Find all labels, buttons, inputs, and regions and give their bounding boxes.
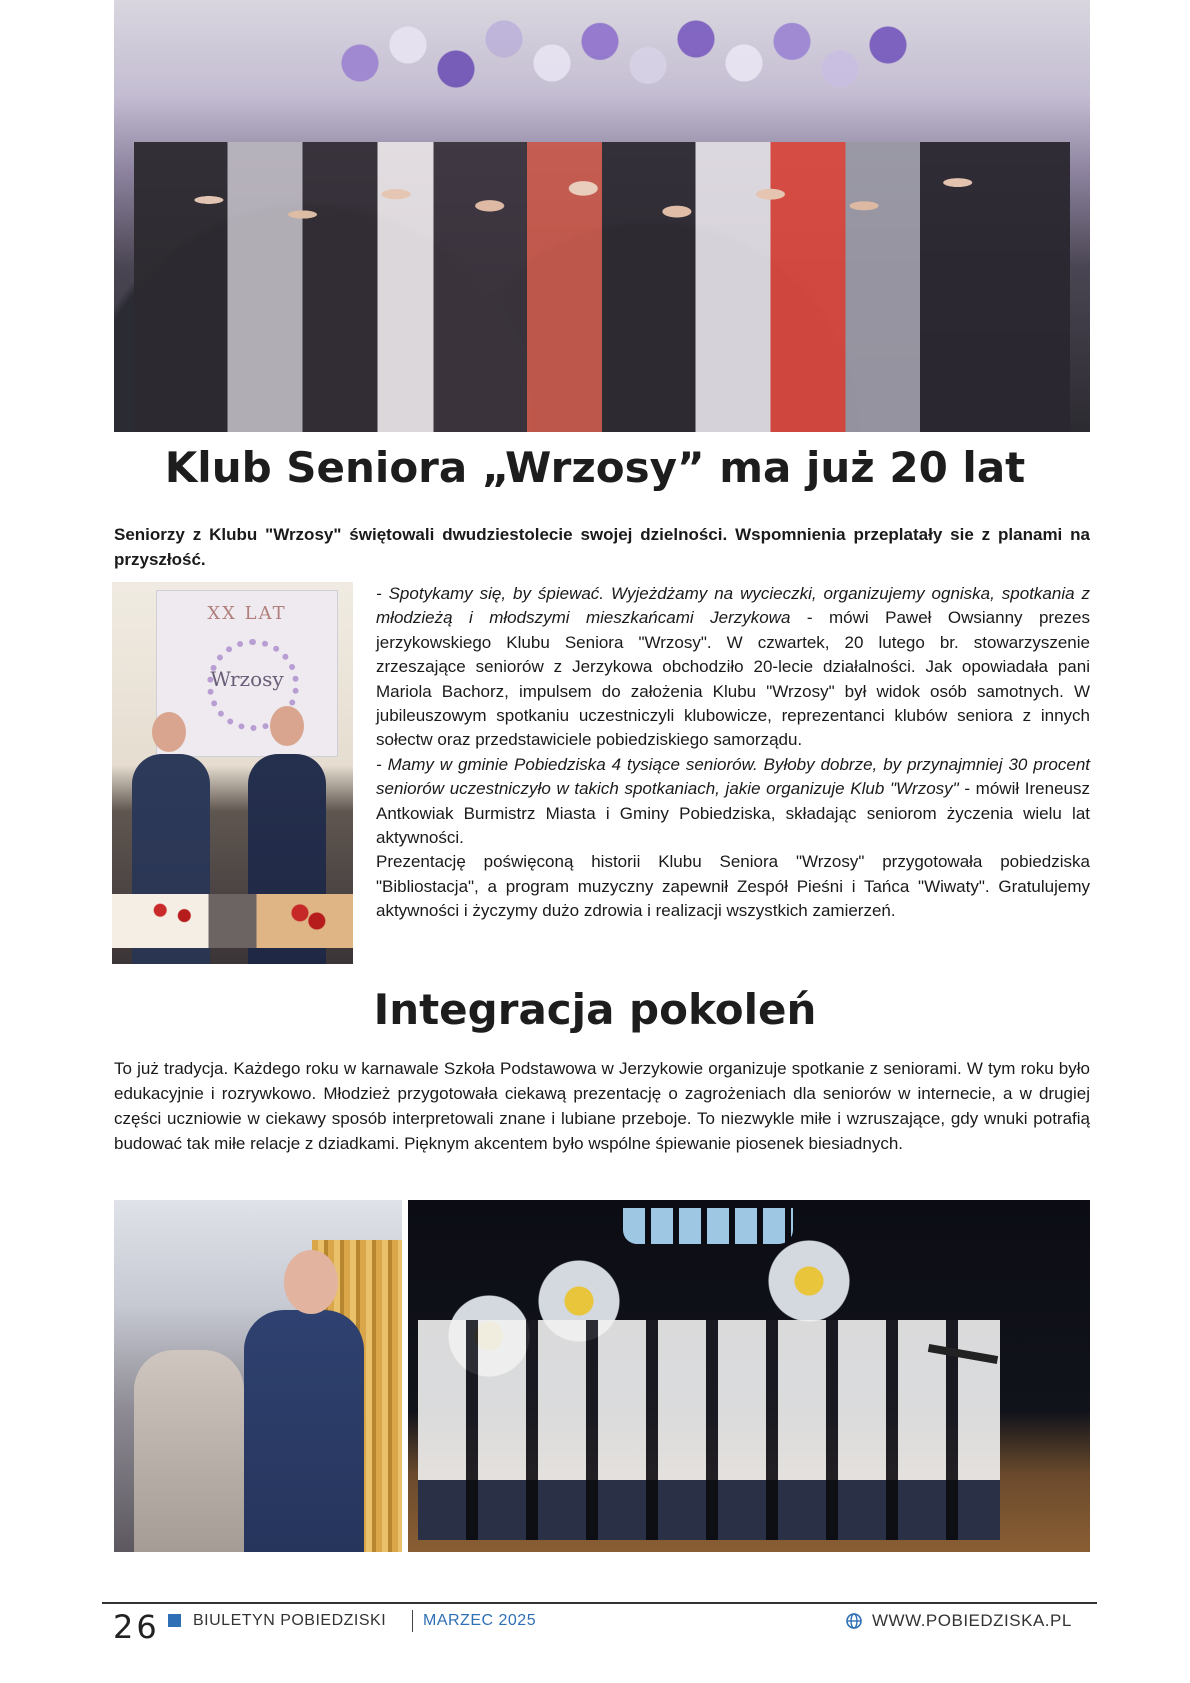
person-head [152,712,186,752]
body-text: - mówi Paweł Owsianny prezes jerzykowskiego Klubu Seniora "Wrzosy". W czwartek, 20 lutego br. stowarzyszenie zrzeszające seniorów z Jerzykowa obchodziło 20-lecie działalności. Jak opowiadała pani Mariola Bachorz, impulsem do założenia Klubu "Wrzosy" był widok osób samotnych. W jubileuszowym spotkaniu uczestniczyli klubowicze, reprezentanci klubów seniora z innych sołectw oraz przedstawiciele pobiedziskiego samorządu. [376,608,1090,750]
footer-rule [102,1602,1097,1604]
screen-logo-text: Wrzosy [210,667,284,691]
publication-name: BIULETYN POBIEDZISKI [193,1612,387,1629]
performers-legs [418,1480,1000,1540]
balloon-garland [324,15,924,135]
person-head [284,1250,338,1314]
article-body: To już tradycja. Każdego roku w karnawale Szkoła Podstawowa w Jerzykowie organizuje spotkanie z seniorami. W tym roku było edukacyjnie i rozrywkowo. Młodzież przygotowała ciekawą prezentację o zagrożeniach dla seniorów w internecie, a w drugiej części uczniowie w ciekawy sposób interpretowali znane i lubiane przeboje. To niezwykle miłe i wzruszające, gdy wnuki potrafią budować tak miłe relacje z dziadkami. Pięknym akcentem było wspólne śpiewanie piosenek biesiadnych. [114,1059,1090,1153]
anniversary-photo [112,582,353,964]
quote: - Spotykamy się, by śpiewać. Wyjeżdżamy na wycieczki, organizujemy ogniska, spotkania z młodzieżą i młodszymi mieszkańcami Jerzykowa [376,584,1090,628]
person [244,1310,364,1552]
footer-separator [412,1610,413,1632]
article-body [376,582,1090,924]
paragraph: Prezentację poświęconą historii Klubu Seniora "Wrzosy" przygotowała pobiedziska "Bibliostacja", a program muzyczny zapewnił Zespół Pieśni i Tańca "Wiwaty". Gratulujemy aktywności i życzymy dużo zdrowia i realizacji wszystkich zamierzeń. [376,852,1090,921]
cakes [112,894,353,948]
page-number: 26 [113,1608,160,1646]
stage-performance-photo [408,1200,1090,1552]
person [134,1350,244,1552]
group-photo-seniors [114,0,1090,432]
paper-flower [768,1240,850,1322]
bunting-banner [623,1208,793,1244]
globe-icon [846,1613,862,1629]
paragraph [376,753,1090,851]
issue-date: MARZEC 2025 [423,1612,537,1629]
person-head [270,706,304,746]
body-text: - mówił Ireneusz Antkowiak Burmistrz Miasta i Gminy Pobiedziska, składając seniorom życzenia wielu lat aktywności. [376,779,1090,848]
square-icon [168,1614,181,1627]
article-lead: Seniorzy z Klubu "Wrzosy" świętowali dwudziestolecie swojej dzielności. Wspomnienia przeplatały sie z planami na przyszłość. [114,525,1090,569]
paragraph [376,582,1090,753]
website-link[interactable]: WWW.POBIEDZISKA.PL [872,1611,1072,1630]
article-title: Integracja pokoleń [373,985,817,1034]
crowd [134,142,1070,432]
quote: - Mamy w gminie Pobiedziska 4 tysiące seniorów. Byłoby dobrze, by przynajmniej 30 procent seniorów uczestniczyło w takich spotkaniach, jakie organizuje Klub "Wrzosy" [376,754,1090,799]
article-title: Klub Seniora „Wrzosy” ma już 20 lat [164,443,1026,492]
screen-title: XX LAT [207,603,287,624]
performers [418,1320,1000,1490]
speaker-photo [114,1200,402,1552]
